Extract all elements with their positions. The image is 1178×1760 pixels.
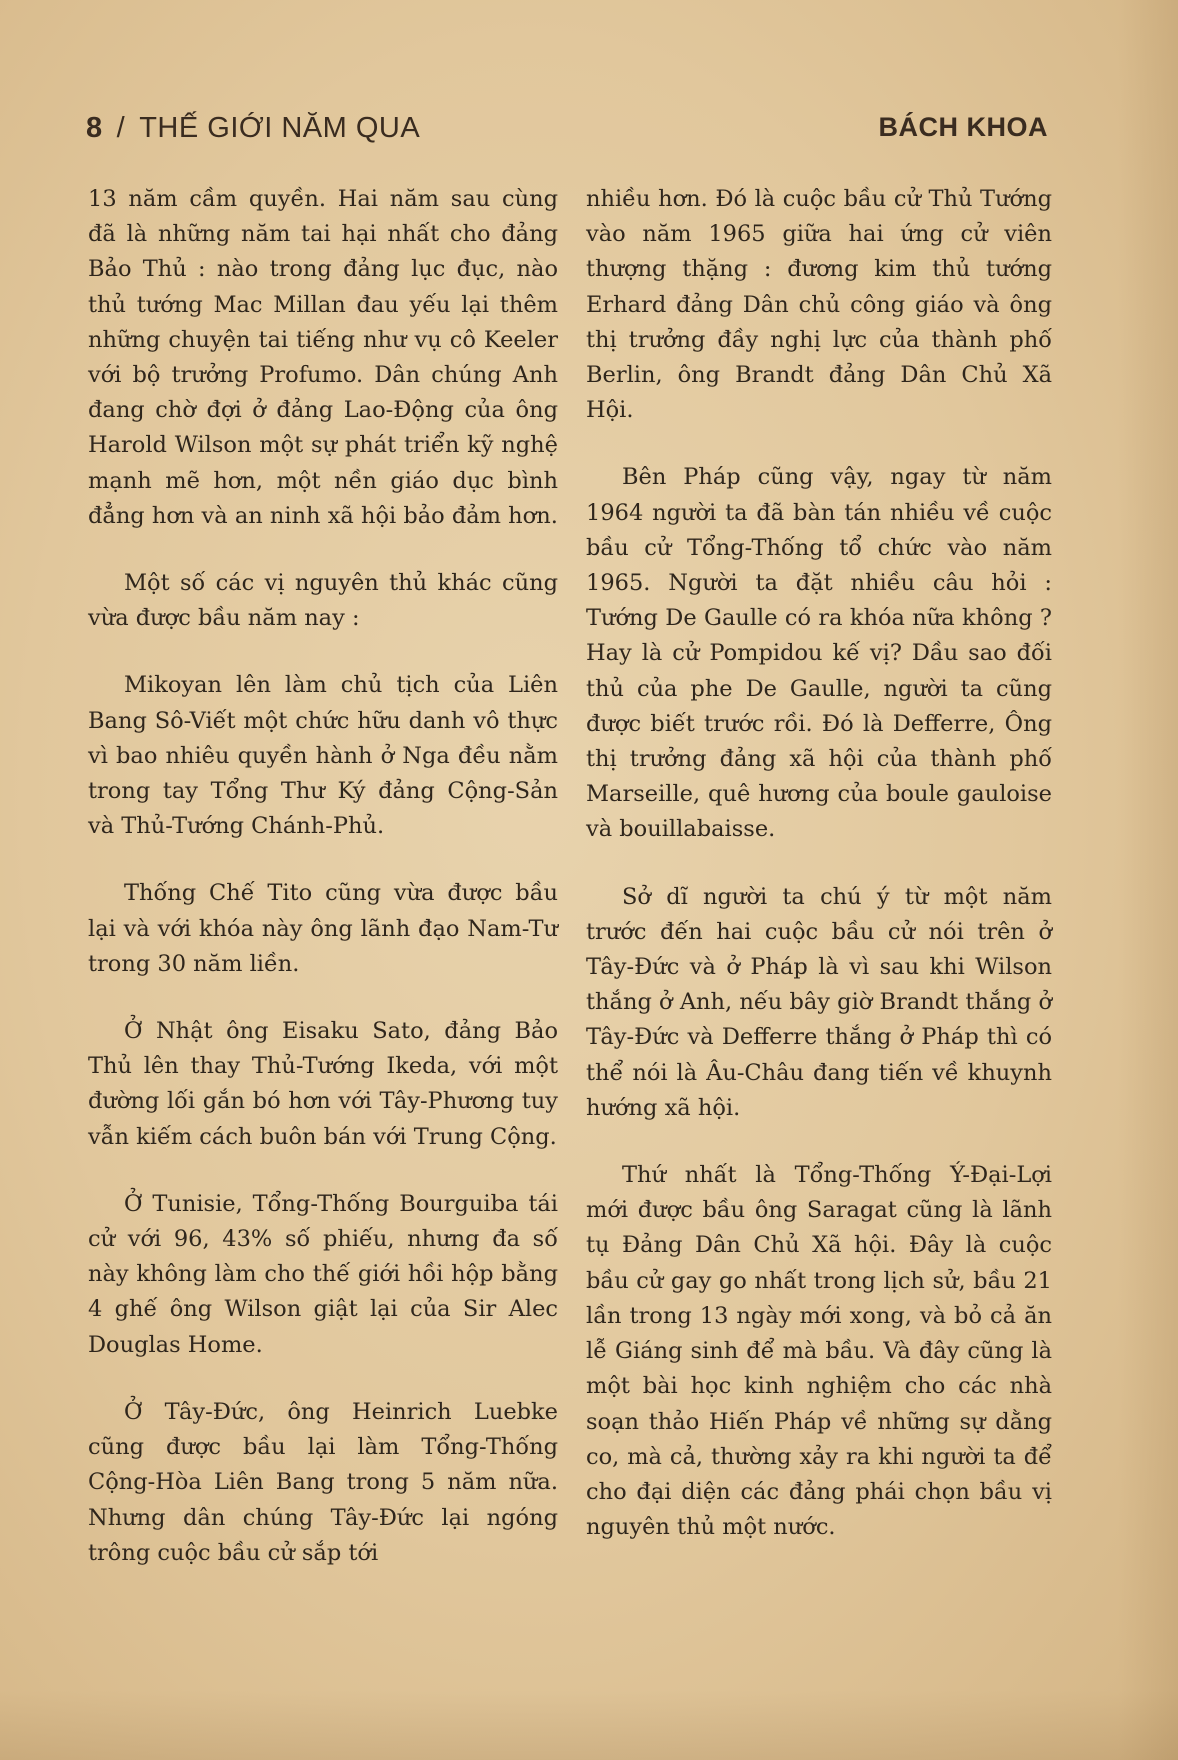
paragraph: Bên Pháp cũng vậy, ngay từ năm 1964 người ta đã bàn tán nhiều về cuộc bầu cử Tổng-Thống tổ chức vào năm 1965. Người ta đặt nhiều câu hỏi : Tướng De Gaulle có ra khóa nữa không ? Hay là cử Pompidou kế vị? Dầu sao đối thủ của phe De Gaulle, người ta cũng được biết trước rồi. Đó là Defferre, Ông thị trưởng đảng xã hội của thành phố Marseille, quê hương của boule gauloise và bouillabaisse. bbox=[586, 464, 1052, 843]
paragraph: 13 năm cầm quyền. Hai năm sau cùng đã là những năm tai hại nhất cho đảng Bảo Thủ : nào trong đảng lục đục, nào thủ tướng Mac Millan đau yếu lại thêm những chuyện tai tiếng như vụ cô Keeler với bộ trưởng Profumo. Dân chúng Anh đang chờ đợi ở đảng Lao-Động của ông Harold Wilson một sự phát triển kỹ nghệ mạnh mẽ hơn, một nền giáo dục bình đẳng hơn và an ninh xã hội bảo đảm hơn. bbox=[88, 186, 558, 529]
page-number: 8 bbox=[86, 112, 103, 144]
header-separator: / bbox=[116, 112, 126, 144]
left-column bbox=[88, 182, 558, 1571]
paragraph: Ở Nhật ông Eisaku Sato, đảng Bảo Thủ lên thay Thủ-Tướng Ikeda, với một đường lối gắn bó hơn với Tây-Phương tuy vẫn kiếm cách buôn bán với Trung Cộng. bbox=[88, 1018, 558, 1150]
paragraph: Ở Tunisie, Tổng-Thống Bourguiba tái cử với 96, 43% số phiếu, nhưng đa số này không làm cho thế giới hồi hộp bằng 4 ghế ông Wilson giật lại của Sir Alec Douglas Home. bbox=[88, 1190, 558, 1358]
paragraph: Ở Tây-Đức, ông Heinrich Luebke cũng được bầu lại làm Tổng-Thống Cộng-Hòa Liên Bang trong 5 năm nữa. Nhưng dân chúng Tây-Đức lại ngóng trông cuộc bầu cử sắp tới bbox=[88, 1398, 558, 1566]
paragraph: Mikoyan lên làm chủ tịch của Liên Bang Sô-Viết một chức hữu danh vô thực vì bao nhiêu quyền hành ở Nga đều nằm trong tay Tổng Thư Ký đảng Cộng-Sản và Thủ-Tướng Chánh-Phủ. bbox=[88, 672, 558, 840]
page-header bbox=[86, 112, 1048, 156]
paragraph: nhiều hơn. Đó là cuộc bầu cử Thủ Tướng vào năm 1965 giữa hai ứng cử viên thượng thặng : đương kim thủ tướng Erhard đảng Dân chủ công giáo và ông thị trưởng đầy nghị lực của thành phố Berlin, ông Brandt đảng Dân Chủ Xã Hội. bbox=[586, 186, 1052, 424]
page-edge-shading bbox=[1118, 0, 1178, 1760]
section-title: THẾ GIỚI NĂM QUA bbox=[139, 112, 421, 144]
publication-name: BÁCH KHOA bbox=[878, 112, 1048, 142]
right-column bbox=[586, 182, 1052, 1545]
paragraph: Thứ nhất là Tổng-Thống Ý-Đại-Lợi mới được bầu ông Saragat cũng là lãnh tụ Đảng Dân Chủ Xã hội. Đây là cuộc bầu cử gay go nhất trong lịch sử, bầu 21 lần trong 13 ngày mới xong, và bỏ cả ăn lễ Giáng sinh để mà bầu. Và đây cũng là một bài học kinh nghiệm cho các nhà soạn thảo Hiến Pháp về những sự dằng co, mà cả, thường xảy ra khi người ta để cho đại diện các đảng phái chọn bầu vị nguyên thủ một nước. bbox=[586, 1162, 1052, 1541]
page-bottom-shading bbox=[0, 1690, 1178, 1760]
paragraph: Một số các vị nguyên thủ khác cũng vừa được bầu năm nay : bbox=[88, 570, 558, 632]
paragraph: Thống Chế Tito cũng vừa được bầu lại và với khóa này ông lãnh đạo Nam-Tư trong 30 năm liền. bbox=[88, 880, 558, 977]
header-left bbox=[86, 112, 420, 145]
paragraph: Sở dĩ người ta chú ý từ một năm trước đến hai cuộc bầu cử nói trên ở Tây-Đức và ở Pháp là vì sau khi Wilson thắng ở Anh, nếu bây giờ Brandt thắng ở Tây-Đức và Defferre thắng ở Pháp thì có thể nói là Âu-Châu đang tiến về khuynh hướng xã hội. bbox=[586, 883, 1052, 1121]
